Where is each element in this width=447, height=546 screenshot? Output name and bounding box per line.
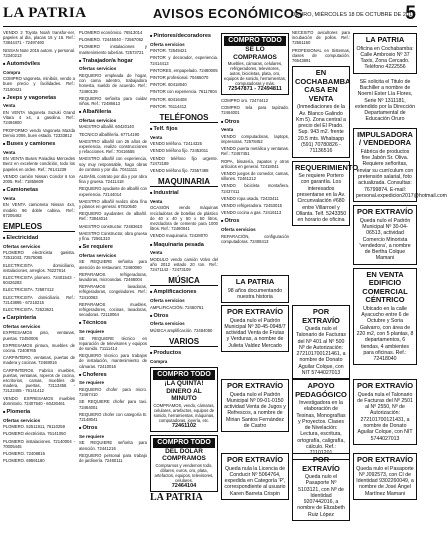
ad-item: REPARACIÓN, configuración computadoras. 72408413 <box>221 233 289 244</box>
subcategory: Compra <box>150 358 168 364</box>
box-body: 98 años documentando nuestra historia <box>227 287 283 300</box>
box-casa-venta <box>292 66 350 157</box>
ad-item: SE REQUIERE señorita para atención de restaurant. 72460060 <box>79 259 147 270</box>
subcategory: Se requiere <box>79 380 105 386</box>
box-title: APOYO PEDAGÓGICO <box>295 381 347 399</box>
box-body: Investigadora en la elaboración de Tesinas, Monografías y Proyectos. Clases de Nivelación: Lectura, escritura, ortografía, caligrafía, cálculo. Ref.: 71101201 <box>296 400 346 457</box>
ad-item: TECNICO albañilería. 67714190 <box>79 131 140 137</box>
box-extravio-area-3 <box>221 450 289 503</box>
category-trabajador-hogar: ■ Trabajador/a hogar <box>79 58 147 65</box>
category-albanileria: ■ Albañilería <box>79 109 147 116</box>
box-title: POR EXTRAVÍO <box>302 455 340 473</box>
box-body: Queda nulo el Pasaporte Nº 5103121, con Nº de Identidad 9207442016, a nombre de Elizabeth Ruiz López <box>297 474 345 518</box>
ad-item: ELECTRICISTA plomero. 72401543 - 60426283 <box>3 275 75 286</box>
box-extravio <box>292 305 350 379</box>
ad-item: PLOMERO instalaciones. 72140004 - 70005445 <box>3 438 75 449</box>
box-la-patria-area <box>221 272 289 306</box>
box-requerimiento <box>292 161 359 227</box>
box-talonario2-area <box>353 376 417 448</box>
ad-item: EXPRESAMOS pintura, muebles de cocina. 72408765 <box>3 342 75 354</box>
ad-item: EN VENTA Vagoneta Suzuki Grand Vitara 4 x4, a gasolina. Ref.: 72494800 <box>3 110 75 126</box>
ad-item: VENDO teléfono fijo urgente. 72472189 <box>150 155 218 166</box>
ad-item: MAESTRO albañil con 25 años de experiencia, realizo construcciones y refacciones. Ref.: 70416655 <box>79 138 147 155</box>
ad-item: REQUIERO empleada de hogar, con cama adentro, trabajadora honesta, sueldo de acuerdo. Ref.: 72480139 <box>79 73 147 94</box>
masthead: LA PATRIA <box>3 5 87 21</box>
dateline: ORURO, MIÉRCOLES 18 DE OCTUBRE DE 2017 <box>291 12 416 18</box>
ad-item: PROFESIONAL en Sistemas, clases de computación. 76543891 <box>292 47 350 64</box>
ad-item: ELECTRICISTA domiciliario. Ref.: 72143895 - 67218215 <box>3 294 75 305</box>
promo-body: Compramos y vendemos todo, dólares, euros, oro, plata, artefactos, equipos, televisores, celulares. <box>154 462 214 483</box>
subcategory: Ofertas servicios <box>79 117 117 123</box>
ad-item: REQUIERO técnico para trabajos de instalación, mantenimiento de cámaras. 72410016 <box>79 353 147 369</box>
ad-item: VENDO EXPRESAMOS muebles dormitorio. 72407640 - 60430461 <box>3 395 75 406</box>
ad-item: VENDO puerta metálica y ventanas. Ref.: 72467451 <box>221 146 289 157</box>
promo-body: Muebles, cámaras, celulares, refrigeradores, televisores, autos, bicicletas, plata, oro, equipos de sonido, herramientas, computadoras y más. <box>224 61 286 86</box>
box-body: Oficina en Cochabamba: Calle Ambrosio Nº 37 Taxis, Zona Cercado. Teléfono 4222556 <box>356 45 414 71</box>
ad-item: VENDO computadoras, laptops, impresoras. 72578452 <box>221 133 289 144</box>
subcategory: Venta <box>3 149 16 155</box>
ad-item: MAESTRO constructor. 72483610 <box>79 223 143 229</box>
box-talonario-area <box>292 302 350 382</box>
category-electricidad: ■ Electricidad <box>3 235 75 242</box>
box-title: POR EXTRAVÍO <box>226 455 284 464</box>
ad-item: PINTOR y decorador, experiencia. 72414413 <box>150 55 218 66</box>
promo-body: COMPRAMOS, vendo, cámaras, celulares, artefactos, equipos de sonido, herramientas, máquinas, computadoras, joyería, etc. <box>153 402 215 423</box>
subcategory: Se requiere <box>79 329 105 335</box>
category-pintores: ■ Pintores/decoradores <box>150 33 218 40</box>
box-title: EN COCHABAMBA CASA EN VENTA <box>295 68 351 103</box>
ad-item: PLOMERO instalaciones y mantenimiento tuberías. 72573721 <box>79 44 147 55</box>
ad-item: PLOMERO. 72445040 - 72567052 <box>79 37 144 43</box>
category-otros: ■ Otros <box>221 119 289 126</box>
box-title: IMPULSADORA / VENDEDORA <box>357 129 413 148</box>
promo-box-compro-todo <box>150 367 218 432</box>
ad-item: NECESITO avicultores para incubación de pollos. Ref.: 72561150 <box>292 30 350 46</box>
subcategory: Venta <box>150 134 163 140</box>
box-pasaporte-area <box>292 450 350 524</box>
promo-banner: COMPRO TODO <box>224 36 286 46</box>
subcategory: Compra <box>3 69 21 75</box>
box-body: Queda nula la Licencia de Conducir Nº 5064764, expedida en Categoría 'P', correspondiente al usuario Karen Barreta Crispin <box>224 465 286 497</box>
category-plomeria: ■ Plomería <box>3 409 75 416</box>
ad-item: MAESTRO albañil realizo obra fina y planos en general. 67810540 <box>79 198 147 210</box>
ad-item: REQUIERO chofer para micro. 72467410 <box>79 387 147 398</box>
section-maquinaria: MAQUINARIA <box>150 177 218 187</box>
subcategory: Venta <box>3 103 16 109</box>
ad-item: PINTOR. 72549421 <box>150 48 187 54</box>
category-camionetas: ■ Camionetas <box>3 187 75 194</box>
subcategory: Venta <box>221 127 234 133</box>
section-title: AVISOS ECONÓMICOS <box>153 6 304 21</box>
category-amplificaciones: ■ Amplificaciones <box>150 289 218 296</box>
promo-phone: 72464104 <box>171 482 197 489</box>
column-6 <box>353 30 447 400</box>
ad-item: COMPRO oro. 72474412 <box>221 98 269 103</box>
promo-box-compro-dolar <box>150 435 218 492</box>
ad-item: PINTORES, empapelado. 72480005 <box>150 67 218 73</box>
box-title: LA PATRIA <box>365 35 405 44</box>
box-title: POR EXTRAVÍO <box>226 307 284 316</box>
ad-item: PLOMERO electricista gasista. 72511043, 72575085 <box>3 250 75 261</box>
box-pasaporte2-area <box>353 450 417 503</box>
category-buses: ■ Buses y camiones <box>3 141 75 148</box>
ad-item: REQUIERO señorita para cuidar niños. Ref.: 72486613 <box>79 95 147 107</box>
box-aviso <box>353 77 417 125</box>
category-se-requiere: ■ Se requiere <box>79 244 147 251</box>
promo-banner: COMPRO TODO <box>153 370 215 380</box>
box-edificio <box>353 268 417 366</box>
ad-item: PLOMERO. 52511811, 76110259 <box>3 424 65 430</box>
category-otros: ■ Otros <box>79 425 147 432</box>
box-body: Fábrica de productos fine Jabón Sr. Oliva. Requiere señoritas, enviar su currículum con pretensión salarial, foto actualizada. Consultas: 76799874. E-mail: personal.expedicion2017@hotmail.com <box>356 148 447 199</box>
box-title: POR EXTRAVÍO <box>356 381 414 390</box>
category-telf-fijos: ■ Telf. fijos <box>150 126 218 133</box>
column-5 <box>292 30 359 270</box>
box-title: EN VENTA EDIFICIO COMERCIAL CÉNTRICO <box>362 269 408 305</box>
ad-item: MAESTRO Constructor, obra gruesa y fina. 72561310 <box>79 230 147 242</box>
category-choferes: ■ Choferes <box>79 372 147 379</box>
box-extravio-area-1 <box>221 302 289 355</box>
ad-item: MAESTRO albañil. 60420140 <box>79 124 134 130</box>
box-extravio <box>221 453 289 500</box>
category-carpinteria: ■ Carpintería <box>3 315 75 322</box>
ad-item: MAESTRO albañil con experiencia, soy muy responsable, hago obras de contrato y por día. 70411111 <box>79 156 147 172</box>
ad-item: OCASIÓN vendo máquinas recicladoras de botellas de plástico de 40 x 40 y 50 x 50 litros, mezcladora de cemento para 1000 litros. Ref.: 72460041 <box>150 205 218 232</box>
ad-item: VENDO 2 Toyota Noah transfor-ner, papeles al día, placas 15 y 16. Ref.: 73844471 - 72497460 <box>3 30 75 46</box>
ad-item: PINTOR con experiencia. 76117804 <box>150 89 217 95</box>
promo-headline: DEL DÓLAR <box>165 447 203 455</box>
footer-logo: LA PATRIA <box>150 491 203 503</box>
subcategory: Oferta servicios <box>150 321 185 327</box>
ad-item: PINTOR. 76114412 <box>150 103 187 109</box>
ad-item: MODULO vendo camión Volvo del año 2012 estado 20 ton. Ref.: 72471142 - 72473109 <box>150 256 218 273</box>
subcategory: Ofertas servicios <box>3 417 41 423</box>
ad-item: PLOMERO electricista. 76141050 <box>3 431 66 437</box>
box-extravio <box>221 379 289 432</box>
ad-item: EN VENTA camioneta Nissan 4x4, modelo 96 doble cabina. Ref.: 67205462 <box>3 202 75 218</box>
ad-item: REQUIERO chofer con categoría B. 72148041 <box>79 411 147 423</box>
box-extravio <box>353 205 417 265</box>
box-extravio-area-2 <box>221 376 289 435</box>
box-la-patria <box>221 275 289 303</box>
section-musica: MÚSICA <box>150 276 218 286</box>
box-extravio <box>292 453 350 521</box>
ad-item: VENDO maquinaria. 72428070 <box>150 233 208 239</box>
subcategory: Venta <box>150 250 163 256</box>
box-title: POR EXTRAVÍO <box>226 381 284 390</box>
ad-item: SE REQUIERE señorita para atención. 72441216 <box>79 440 147 451</box>
box-extravio <box>353 453 417 500</box>
column-1 <box>3 30 75 542</box>
ad-item: VENDO bicicleta montañera. 72437411 <box>221 183 289 194</box>
ad-item: SE REQUIERE chofer para taxi. 72464001 <box>79 399 147 410</box>
subcategory: Ofertas servicios <box>79 252 117 258</box>
subcategory: Ofertas servicios <box>3 243 41 249</box>
ad-item: EXPRESAMOS piso, ventanas, puertas. 72450006 <box>3 330 75 341</box>
subcategory: Ofertas servicios <box>79 66 117 72</box>
page-header <box>3 4 417 27</box>
subcategory: Oferta servicios <box>221 227 256 233</box>
ad-item: PINTOR. 60418040 <box>150 82 187 88</box>
ad-item: ROPA, bisutería, zapatos y otros artículos en general. 72418041 <box>221 158 289 169</box>
box-body: SE solicita el Titulo de Bachiller a nombre de Noemí Ester Lía Flores, Serie Nº 1311181, extendido por la Dirección Departamental de Educación Oruro <box>355 78 415 123</box>
box-body: Se requiere Portero con garantía. Los interesados presentarse en la Av. Circunvalación #680 entre Villarroel y Ollanta. Telf. 5243350 en horario de oficina <box>295 173 347 224</box>
box-impulsadora <box>353 128 447 202</box>
category-jeeps: ■ Jeeps y vagonetas <box>3 95 75 102</box>
promo-box-compro-todo-nuevo <box>221 33 289 95</box>
ad-item: NISSAN Note 2015 autom. y personal. 72340213 <box>3 47 75 58</box>
box-body: Queda nulo el Padrón Municipal Nº 30-45-0948/7 actividad Venta de Frutas y Verduras, a nombre de Julieta Valdez Mercado <box>224 317 286 349</box>
subcategory: Oferta servicios <box>150 41 185 47</box>
category-otros: ■ Otros <box>150 313 218 320</box>
ad-item: REPARAMOS lavadoras, refrigeradoras, congeladores. Ref.: 72410063 <box>79 284 147 300</box>
section-telefonos: TELÉFONOS <box>150 113 218 123</box>
ad-item: MÚSICA amplificación. 72484050 <box>150 328 213 333</box>
promo-subheadline: DINERO AL MINUTO <box>166 387 202 403</box>
ad-item: CARPINTEROS. Fabrico muebles, puertas, ventanas, roperos de cocina, escritorios, camas, muebles de madera, puertas, 72113456 - 72122455 - 76141412 <box>3 367 75 394</box>
ad-item: ELECTRICISTA. 72587412 <box>3 287 54 293</box>
ad-item: ELECTRICISTA. 72523621 <box>3 307 54 313</box>
box-title: LA PATRIA <box>235 277 275 286</box>
box-body: Queda nulo el Pasaporte Nº J092573, con CI de Identidad 9302260049, a nombre de José Ángel Martínez Mamani <box>356 465 414 497</box>
ad-item: REPARAMOS refrigeradoras, lavadoras, microondas. 72466004 <box>79 271 147 283</box>
category-otros-servicios: ■ Otros <box>221 218 289 225</box>
ad-item: AMPLIFICACIÓN. 72460761 <box>150 304 204 310</box>
ad-item: PROFORMO vendo Vagoneta Mazda Demio 2006, buen estado. 72333812 <box>3 127 75 138</box>
promo-headline: ¡LA QUINTA! <box>164 380 204 388</box>
box-body: Queda nulo el Talonario de Facturas del Nº 401 al Nº 500 Nº de Autorización: 272101700121461, a nombre de Donato Aguilar Colque, con NIT 5744027013 <box>296 326 346 377</box>
ad-item: REQUIERO ayudantes de albañil. Ref.: 73844014 <box>79 211 147 222</box>
promo-phone: 72461102 <box>171 422 197 429</box>
column-2 <box>79 30 147 542</box>
ad-item: VENDO camión Nissan Condor 6 ton 2005. Ref.: 71855609 <box>3 173 75 185</box>
section-varios: VARIOS <box>150 337 218 347</box>
promo-banner: COMPRO TODO <box>153 438 215 448</box>
box-title: REQUERIMIENTO <box>295 162 359 172</box>
box-body: Queda nula el Talonario de Facturas del Nº 2501 al Nº 2550, Nº de Autorización: 272101700121431, a nombre de Donato Aguilar Colque, con NIT 5744027013 <box>357 391 413 442</box>
ad-item: VENDO refrigeradora. 72453015 <box>221 203 282 209</box>
ad-item: VENDO ropa usada. 72433411 <box>221 195 279 201</box>
box-oficina <box>353 33 417 74</box>
section-empleos: EMPLEOS <box>3 222 75 232</box>
category-tecnicos: ■ Técnicos <box>79 320 147 327</box>
box-body: (Inmediaciones de la Av. Blanco Galindo Km 5). Zona central a precio del El Prado. Sup. 943 m2. frente 20.5 mts. Whatsapp (591) 70780826 - 71136516 <box>296 104 346 155</box>
promo-phone: 72547871 - 72494811 <box>228 86 282 92</box>
ad-item: PINTOR profesional. 70465070 <box>150 75 209 80</box>
ad-item: REQUIERO personal para trabajo de jardinería. 72460111 <box>79 452 147 464</box>
ad-item: VENDO cocina a gas. 72416113 <box>221 210 282 216</box>
subcategory: Ofertas servicios <box>3 323 41 329</box>
ad-item: EN VENTA Buses Paradiso Mercedes Benz en excelente condición, todo los papeles en orden. Ref.: 76141239 <box>3 156 75 172</box>
ad-item: VENDO teléfono fijo. 72557488 <box>150 168 209 174</box>
ad-item: ELECTRICISTA domiciliario, instalaciones, arreglos. 76227814 <box>3 262 75 273</box>
box-title: POR EXTRAVÍO <box>356 455 414 464</box>
ad-item: REQUIERO ayudante de albañil con experiencia. 72144014 <box>79 186 147 197</box>
ad-item: VENDO teléfono fijo. 72453011 <box>150 148 209 154</box>
category-autos: ■ Automóviles <box>3 61 75 68</box>
ad-item: SE REQUIERE técnico en reparación de televisores y equipos de sonido. 71111414 <box>79 335 147 352</box>
ad-item: VENDO juegos de comedor, camas, sillones. 72461212 <box>221 171 289 182</box>
box-body: Ubicado en la calle Ayacucho entre 6 de Octubre y Soria Galvarro, con área de 220 m2, con 5 plantas, 8 departamentos, 6 tiendas, 4 ambientes para oficinas. Ref.: 72418040 <box>356 305 414 363</box>
box-apoyo <box>292 379 350 460</box>
ad-item: COMPRO tela para tapizado. 72464001 <box>221 105 289 116</box>
ad-item: PLOMERO. 69591180 <box>3 458 45 464</box>
ad-item: ALBAÑIL contrato por día y por obra fina y gruesa. 72411418 <box>79 174 147 185</box>
subcategory: Oferta servicios <box>150 298 185 304</box>
ad-item: PLOMERO. 72408815 <box>3 451 45 457</box>
promo-subheadline: COMPRAMOS <box>162 455 206 463</box>
subcategory: Venta <box>150 198 163 204</box>
page-number: 5 <box>405 3 416 24</box>
box-title: POR EXTRAVÍO <box>356 207 414 217</box>
ad-item: REPARAMOS muebles, refrigeradores, cocinas, lavadoras, secadoras. 72118064 <box>79 301 147 318</box>
category-productos: ■ Productos <box>150 350 218 357</box>
subcategory: Venta <box>3 195 16 201</box>
ad-item: PINTOR. 60416408 <box>150 96 187 102</box>
promo-headline: SE LO COMPRAMOS <box>233 46 277 61</box>
column-4 <box>221 30 289 270</box>
box-title: POR EXTRAVÍO <box>302 307 340 325</box>
subcategory: Se requiere <box>79 433 105 439</box>
category-maquinaria-pesada: ■ Maquinaria pesada <box>150 242 218 249</box>
category-industrial: ■ Industrial <box>150 190 218 197</box>
ad-item: PLOMERO económico. 76513014 <box>79 30 143 35</box>
box-extravio <box>353 379 417 445</box>
column-3 <box>150 30 218 542</box>
box-body: Queda nulo el Padrón Municipal Nº 30-04-06513, actividad Comercio Minorista 'vendedora', a nombre de Bertha Colque Mamani <box>359 217 411 262</box>
ad-item: VENDO teléfono. 72414325 <box>150 141 202 147</box>
ad-item: CARPINTERO, ventanas, puertas de madera y cocinas. 72468016 <box>3 355 75 366</box>
ad-item: COMPRO vagoneta, minibús, vendo a buen precio y facilidades. Ref.: 72190421 <box>3 76 75 92</box>
box-body: Queda nulo el Padrón Municipal Nº 09-01-0150 actividad Venta de Jugos y Refrescos, a nombre de Mirian Santos Fernández de Castro <box>224 391 286 429</box>
box-extravio <box>221 305 289 352</box>
